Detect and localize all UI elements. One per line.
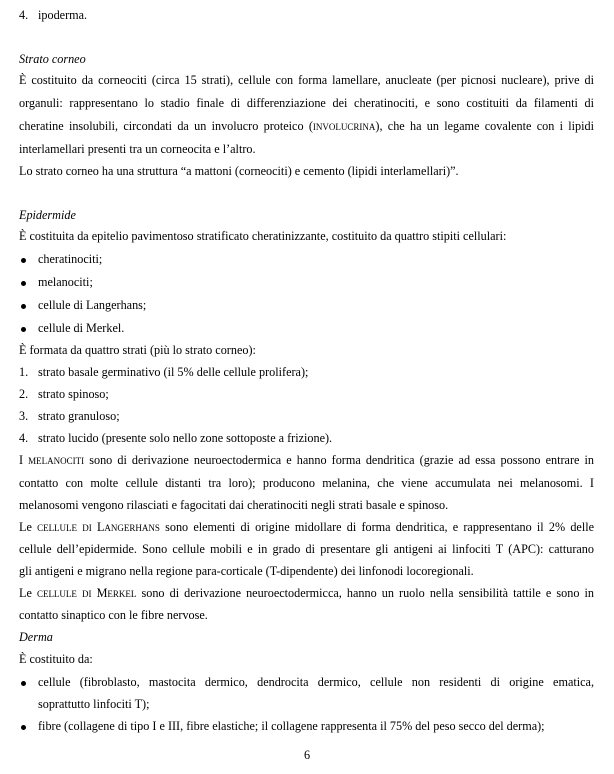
paragraph-line: I melanociti sono di derivazione neuroectodermica e hanno forma dendritica (grazie ad essa possono entrare in bbox=[19, 453, 594, 467]
paragraph-line: contatto sinaptico con le fibre nervose. bbox=[19, 608, 208, 622]
term-involucrina: involucrina bbox=[312, 119, 376, 133]
paragraph-line: gli antigeni e migrano nella regione para-corticale (T-dipendente) dei linfonodi locoregionali. bbox=[19, 564, 474, 578]
paragraph-line: È formata da quattro strati (più lo strato corneo): bbox=[19, 343, 256, 357]
bullet-item: fibre (collagene di tipo I e III, fibre elastiche; il collagene rappresenta il 75% del peso secco del derma); bbox=[38, 719, 545, 733]
numbered-item: 1. strato basale germinativo (il 5% delle cellule prolifera); bbox=[19, 365, 309, 379]
bullet-item: cellule di Langerhans; bbox=[38, 298, 147, 312]
paragraph-line: È costituita da epitelio pavimentoso stratificato cheratinizzante, costituito da quattro stipiti cellulari: bbox=[19, 229, 507, 243]
section-heading-epidermide: Epidermide bbox=[19, 208, 76, 222]
bullet-item: melanociti; bbox=[38, 275, 93, 289]
term-cellule-di-merkel: cellule di Merkel bbox=[36, 586, 137, 600]
paragraph-line: organuli: rappresentano lo stadio finale di differenziazione dei cheratinociti, e sono costituiti da filamenti di bbox=[19, 96, 594, 110]
term-melanociti: melanociti bbox=[28, 453, 85, 467]
paragraph-line: interlamellari presenti tra un corneocita e l’altro. bbox=[19, 142, 256, 156]
page-number: 6 bbox=[303, 748, 311, 762]
bullet-item: cheratinociti; bbox=[38, 252, 103, 266]
section-heading-derma: Derma bbox=[19, 630, 53, 644]
bullet-item: cellule (fibroblasto, mastocita dermico, dendrocita dermico, cellule non residenti di origine ematica, bbox=[38, 675, 594, 689]
numbered-item: 4. strato lucido (presente solo nello zone sottoposte a frizione). bbox=[19, 431, 333, 445]
paragraph-line: Le cellule di Merkel sono di derivazione neuroectodermicca, hanno un ruolo nella sensibilità tattile e sono in bbox=[19, 586, 594, 600]
paragraph-line: melanosomi vengono rilasciati e fagocitati dai cheratinociti negli strati basale e spinoso. bbox=[19, 498, 449, 512]
term-cellule-di-langerhans: cellule di Langerhans bbox=[37, 520, 160, 534]
bullet-item-continuation: soprattutto linfociti T); bbox=[38, 697, 150, 711]
list-item: 4. ipoderma. bbox=[19, 8, 88, 22]
paragraph-line: È costituito da corneociti (circa 15 strati), cellule con forma lamellare, anucleate (per picnosi nucleare), prive di bbox=[19, 73, 594, 87]
numbered-item: 2. strato spinoso; bbox=[19, 387, 109, 401]
paragraph-line: È costituito da: bbox=[19, 652, 93, 666]
paragraph-line: cellule dell’epidermide. Sono cellule mobili e in grado di presentare gli antigeni ai linfociti T (APC): catturano bbox=[19, 542, 594, 556]
paragraph-line: cheratine insolubili, circondati da un involucro proteico (involucrina), che ha un legame covalente con i lipidi bbox=[19, 119, 594, 133]
paragraph-line: Le cellule di Langerhans sono elementi di origine midollare di forma dendritica, e rappresentano il 2% delle bbox=[19, 520, 595, 534]
paragraph-line: Lo strato corneo ha una struttura “a mattoni (corneociti) e cemento (lipidi interlamellari)”. bbox=[19, 164, 459, 178]
numbered-item: 3. strato granuloso; bbox=[19, 409, 120, 423]
bullet-item: cellule di Merkel. bbox=[38, 321, 125, 335]
paragraph-line: contatto con molte cellule distanti tra loro); producono melanina, che viene accumulata nei melanosomi. I bbox=[19, 476, 594, 490]
section-heading-strato-corneo: Strato corneo bbox=[19, 52, 86, 66]
